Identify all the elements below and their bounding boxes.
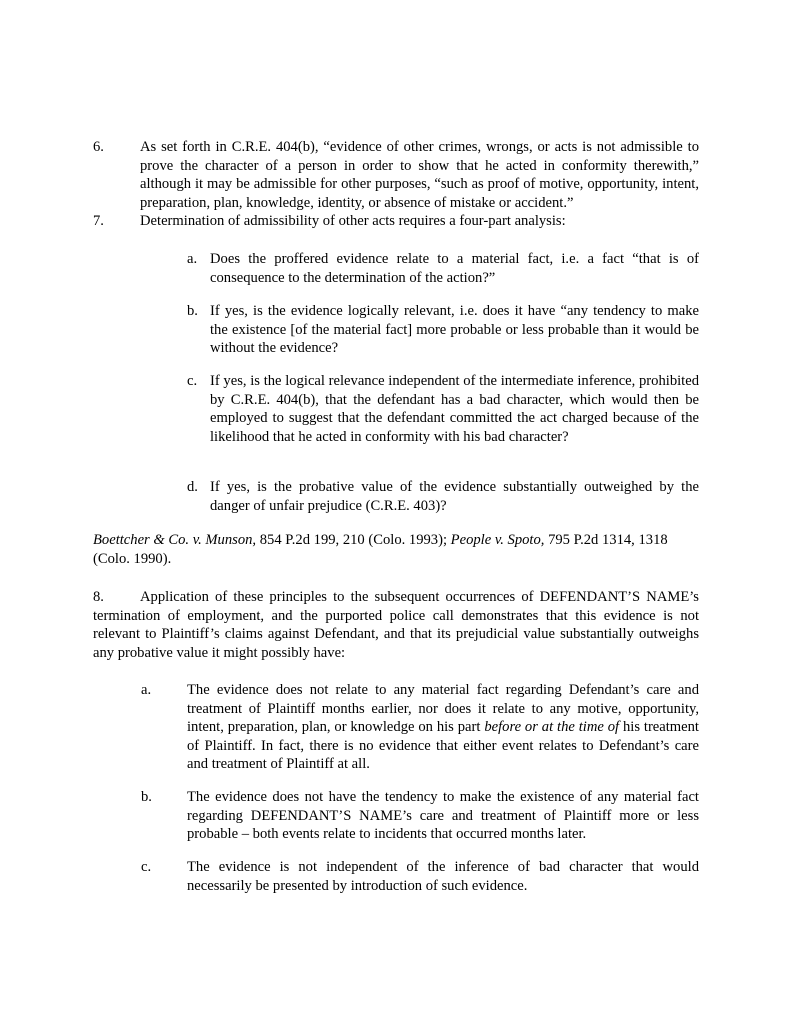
item-text: Does the proffered evidence relate to a material fact, i.e. a fact “that is of consequence to the determination of the action?”: [210, 251, 699, 286]
application-item-a: [93, 681, 699, 774]
item-label: c.: [187, 373, 198, 389]
paragraph-8: [93, 588, 699, 662]
analysis-item-d: [187, 478, 699, 515]
paragraph-7: [93, 212, 699, 231]
case-reference: 854 P.2d 199, 210 (Colo. 1993);: [256, 532, 451, 548]
item-text: The evidence is not independent of the inference of bad character that would necessarily be presented by introduction of such evidence.: [187, 859, 699, 894]
item-text: If yes, is the probative value of the evidence substantially outweighed by the danger of unfair prejudice (C.R.E. 403)?: [210, 479, 699, 514]
paragraph-number: 6.: [93, 139, 104, 155]
paragraph-number: 7.: [93, 213, 104, 229]
paragraph-text: As set forth in C.R.E. 404(b), “evidence of other crimes, wrongs, or acts is not admissible to prove the character of a person in order to show that he acted in conformity therewith,” although it may be admissible for other purposes, “such as proof of motive, opportunity, intent, preparation, plan, knowledge, identity, or absence of mistake or accident.”: [140, 139, 699, 211]
analysis-item-b: [187, 302, 699, 358]
item-text: [187, 681, 699, 774]
analysis-item-c: [187, 372, 699, 446]
item-text-emphasis: before or at the time of: [484, 719, 620, 736]
item-label: b.: [187, 303, 198, 319]
paragraph-6: [93, 138, 699, 212]
item-text-part: his treatment of Plaintiff. In fact, there is no evidence that either event relates to Defendant’s care and treatment of Plaintiff at all.: [187, 719, 699, 773]
item-text: If yes, is the evidence logically relevant, i.e. does it have “any tendency to make the existence [of the material fact] more probable or less probable than it would be without the evidence?: [210, 303, 699, 357]
item-label: a.: [187, 251, 198, 267]
case-reference: 795 P.2d 1314, 1318 (Colo. 1990).: [93, 532, 668, 567]
analysis-item-a: [187, 250, 699, 287]
item-label: b.: [141, 789, 152, 805]
item-label: d.: [187, 479, 198, 495]
application-item-b: [93, 788, 699, 844]
item-text: If yes, is the logical relevance independent of the intermediate inference, prohibited by C.R.E. 404(b), that the defendant has a bad character, which would then be employed to suggest that the defendant committed the act charged because of the likelihood that he acted in conformity with his bad character?: [210, 373, 699, 445]
item-text-part: The evidence does not relate to any material fact regarding Defendant’s care and treatment of Plaintiff months earlier, nor does it relate to any motive, opportunity, intent, preparation, plan, or knowledge on his part: [187, 682, 699, 736]
paragraph-text: Determination of admissibility of other acts requires a four-part analysis:: [140, 213, 566, 229]
paragraph-text: Application of these principles to the subsequent occurrences of DEFENDANT’S NAME’s termination of employment, and the purported police call demonstrates that this evidence is not relevant to Plaintiff’s claims against Defendant, and that its prejudicial value substantially outweighs any probative value it might possibly have:: [93, 589, 699, 661]
item-label: c.: [141, 859, 152, 875]
item-label: a.: [141, 682, 152, 698]
item-text: The evidence does not have the tendency to make the existence of any material fact regarding DEFENDANT’S NAME’s care and treatment of Plaintiff more or less probable – both events relate to incidents that occurred months later.: [187, 789, 699, 843]
case-name: Boettcher & Co. v. Munson,: [93, 532, 257, 548]
application-item-c: [93, 858, 699, 895]
case-name: People v. Spoto,: [450, 532, 545, 548]
case-citation: [93, 531, 699, 568]
paragraph-number: 8.: [93, 589, 104, 605]
